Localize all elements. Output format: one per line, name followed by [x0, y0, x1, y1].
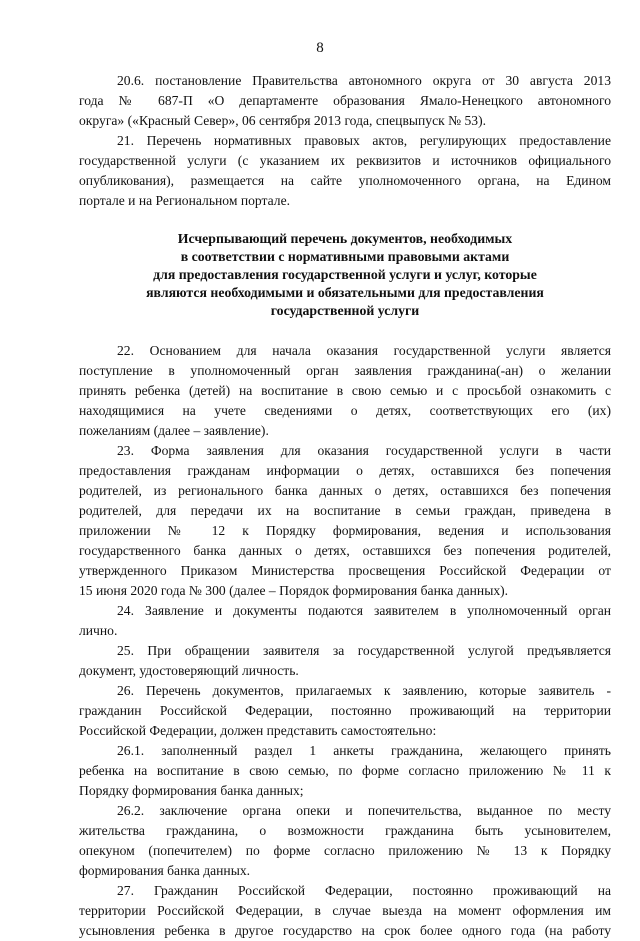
- text-line: гражданин Российской Федерации, постоянно проживающий на территории: [79, 703, 611, 718]
- text-line: государственной услуги (с указанием их реквизитов и источников официального: [79, 153, 611, 168]
- text-line: 25. При обращении заявителя за государственной услугой предъявляется: [117, 643, 611, 658]
- text-line: 21. Перечень нормативных правовых актов, регулирующих предоставление: [117, 133, 611, 148]
- heading-line: для предоставления государственной услуги и услуг, которые: [153, 267, 537, 282]
- text-line: 22. Основанием для начала оказания государственной услуги является: [117, 343, 611, 358]
- text-line: ребенка на воспитание в свою семью, по форме согласно приложению № 11 к: [79, 763, 611, 778]
- text-line: 27. Гражданин Российской Федерации, постоянно проживающий на: [117, 883, 611, 898]
- text-line: Российской Федерации, должен представить самостоятельно:: [79, 723, 437, 738]
- text-line: 26.2. заключение органа опеки и попечительства, выданное по месту: [117, 803, 611, 818]
- page-number: 8: [316, 40, 324, 56]
- text-line: усыновления ребенка в другое государство на срок более одного года (на работу: [79, 923, 611, 938]
- text-line: года № 687-П «О департаменте образования Ямало-Ненецкого автономного: [79, 93, 611, 108]
- text-line: лично.: [79, 623, 118, 638]
- text-line: 26. Перечень документов, прилагаемых к заявлению, которые заявитель -: [117, 683, 611, 698]
- paragraph-24: [79, 601, 611, 641]
- text-line: формирования банка данных.: [79, 863, 251, 878]
- text-line: портале и на Региональном портале.: [79, 193, 290, 208]
- paragraph-22: [79, 341, 611, 441]
- text-line: находящимися на учете сведениями о детях, соответствующих его (их): [79, 403, 611, 418]
- text-line: принять ребенка (детей) на воспитание в свою семью и с просьбой ознакомить с: [79, 383, 611, 398]
- text-line: территории Российской Федерации, в случае выезда на момент оформления им: [79, 903, 611, 918]
- heading-line: являются необходимыми и обязательными для предоставления: [146, 285, 544, 300]
- heading-line: государственной услуги: [270, 303, 420, 318]
- text-line: 23. Форма заявления для оказания государственной услуги в части: [117, 443, 611, 458]
- paragraph-21: [79, 131, 611, 211]
- paragraph-26-1: [79, 741, 611, 801]
- paragraph-25: [79, 641, 611, 681]
- heading-line: Исчерпывающий перечень документов, необходимых: [177, 231, 513, 246]
- text-line: 24. Заявление и документы подаются заявителем в уполномоченный орган: [117, 603, 611, 618]
- text-line: утвержденного Приказом Министерства просвещения Российской Федерации от: [79, 563, 611, 578]
- text-line: жительства гражданина, о возможности гражданина быть усыновителем,: [79, 823, 611, 838]
- paragraph-27: [79, 881, 611, 941]
- section-heading: [79, 230, 611, 320]
- text-line: округа» («Красный Север», 06 сентября 2013 года, спецвыпуск № 53).: [79, 113, 487, 128]
- text-line: родителей, для передачи их на воспитание в семьи граждан, приведена в: [79, 503, 611, 518]
- text-line: поступление в уполномоченный орган заявления гражданина(-ан) о желании: [79, 363, 611, 378]
- text-line: приложении № 12 к Порядку формирования, ведения и использования: [79, 523, 611, 538]
- paragraph-20-6: [79, 71, 611, 131]
- text-line: пожеланиям (далее – заявление).: [79, 423, 269, 438]
- paragraph-26: [79, 681, 611, 741]
- text-line: опубликования), размещается на сайте уполномоченного органа, на Едином: [79, 173, 611, 188]
- text-line: документ, удостоверяющий личность.: [79, 663, 299, 678]
- paragraph-23: [79, 441, 611, 601]
- text-line: 15 июня 2020 года № 300 (далее – Порядок формирования банка данных).: [79, 583, 509, 598]
- text-line: 20.6. постановление Правительства автономного округа от 30 августа 2013: [117, 73, 611, 88]
- heading-line: в соответствии с нормативными правовыми актами: [180, 249, 510, 264]
- text-line: государственного банка данных о детях, оставшихся без попечения родителей,: [79, 543, 611, 558]
- text-line: опекуном (попечителем) по форме согласно приложению № 13 к Порядку: [79, 843, 611, 858]
- paragraph-26-2: [79, 801, 611, 881]
- text-line: предоставления гражданам информации о детях, оставшихся без попечения: [79, 463, 611, 478]
- text-line: 26.1. заполненный раздел 1 анкеты гражданина, желающего принять: [117, 743, 611, 758]
- text-line: Порядку формирования банка данных;: [79, 783, 304, 798]
- document-body: [79, 71, 611, 941]
- text-line: родителей, из регионального банка данных о детях, оставшихся без попечения: [79, 483, 611, 498]
